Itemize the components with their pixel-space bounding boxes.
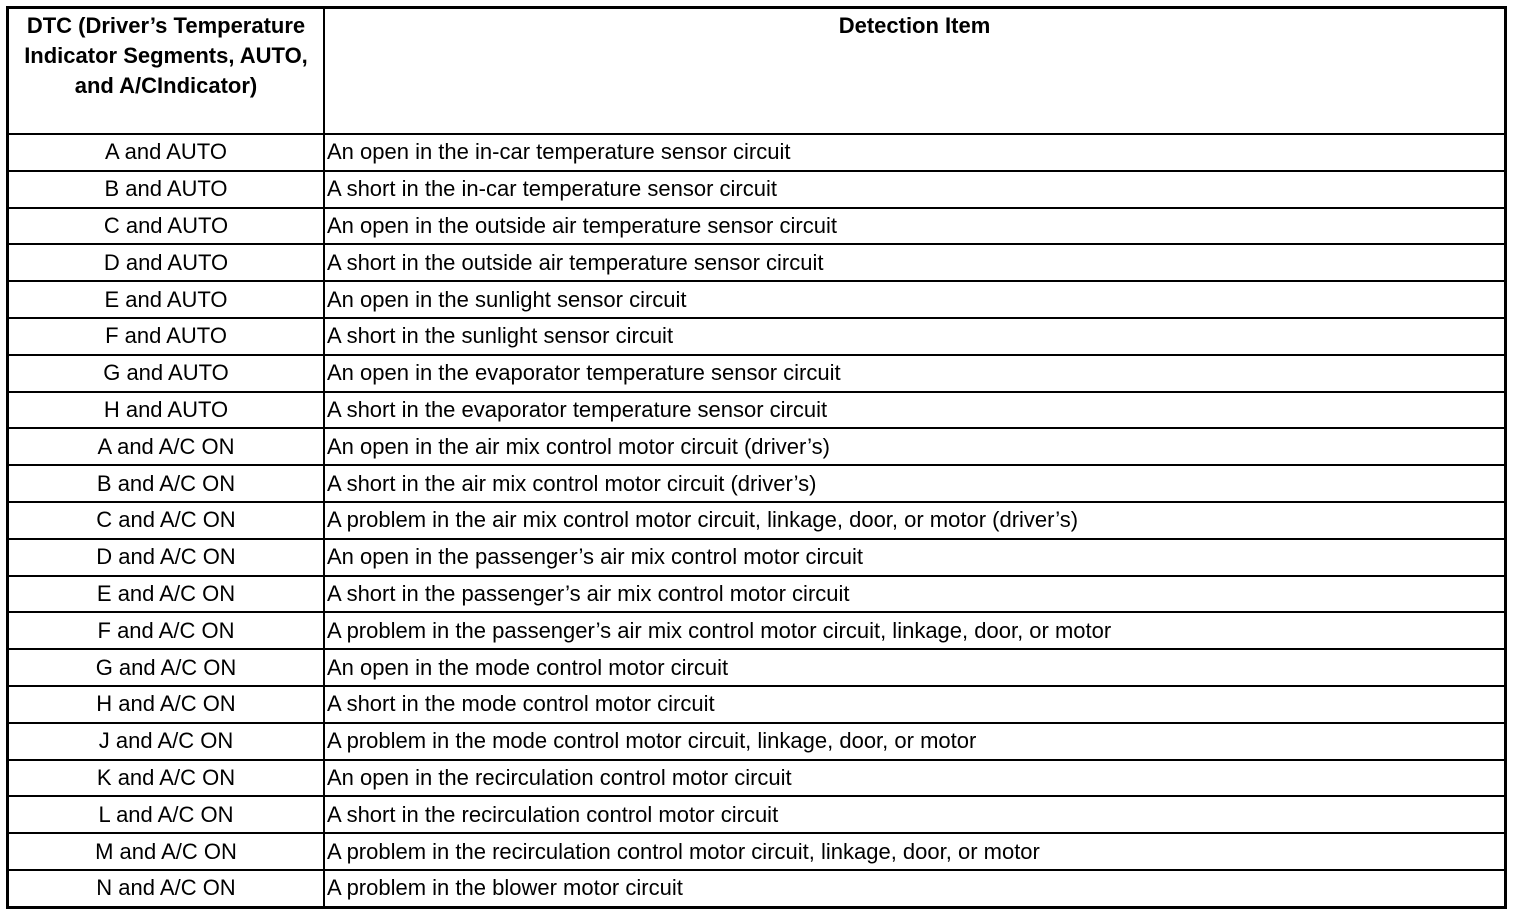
table-row (8, 281, 1506, 318)
dtc-code: G and A/C ON (8, 649, 325, 686)
dtc-code: H and A/C ON (8, 686, 325, 723)
detection-item: An open in the in-car temperature sensor circuit (324, 134, 1506, 171)
table-row (8, 612, 1506, 649)
detection-item: A short in the air mix control motor circuit (driver’s) (324, 465, 1506, 502)
dtc-code: H and AUTO (8, 392, 325, 429)
detection-item: An open in the passenger’s air mix control motor circuit (324, 539, 1506, 576)
dtc-code: E and AUTO (8, 281, 325, 318)
detection-item: An open in the air mix control motor circuit (driver’s) (324, 428, 1506, 465)
table-row (8, 502, 1506, 539)
dtc-code: A and A/C ON (8, 428, 325, 465)
dtc-table (6, 6, 1507, 909)
detection-item: A problem in the recirculation control motor circuit, linkage, door, or motor (324, 833, 1506, 870)
dtc-code: D and A/C ON (8, 539, 325, 576)
dtc-code: D and AUTO (8, 244, 325, 281)
table-row (8, 760, 1506, 797)
table-row (8, 171, 1506, 208)
dtc-code: E and A/C ON (8, 576, 325, 613)
header-row (8, 8, 1506, 135)
detection-item: A problem in the passenger’s air mix control motor circuit, linkage, door, or motor (324, 612, 1506, 649)
table-row (8, 796, 1506, 833)
detection-item: A short in the mode control motor circuit (324, 686, 1506, 723)
table-row (8, 465, 1506, 502)
table-row (8, 833, 1506, 870)
detection-item: An open in the recirculation control motor circuit (324, 760, 1506, 797)
table-row (8, 134, 1506, 171)
dtc-code: B and AUTO (8, 171, 325, 208)
table-row (8, 428, 1506, 465)
table-row (8, 686, 1506, 723)
dtc-code: C and A/C ON (8, 502, 325, 539)
detection-item: A short in the in-car temperature sensor circuit (324, 171, 1506, 208)
dtc-code: C and AUTO (8, 208, 325, 245)
dtc-code: L and A/C ON (8, 796, 325, 833)
detection-item: A short in the passenger’s air mix control motor circuit (324, 576, 1506, 613)
table-row (8, 244, 1506, 281)
table-row (8, 870, 1506, 907)
table-row (8, 649, 1506, 686)
dtc-code: M and A/C ON (8, 833, 325, 870)
table-row (8, 539, 1506, 576)
detection-item: A problem in the blower motor circuit (324, 870, 1506, 907)
dtc-code: F and AUTO (8, 318, 325, 355)
dtc-code: A and AUTO (8, 134, 325, 171)
detection-item: An open in the sunlight sensor circuit (324, 281, 1506, 318)
dtc-code: G and AUTO (8, 355, 325, 392)
table-row (8, 392, 1506, 429)
header-dtc: DTC (Driver’s Temperature Indicator Segments, AUTO, and A/CIndicator) (8, 8, 325, 135)
detection-item: A short in the recirculation control motor circuit (324, 796, 1506, 833)
table-body (8, 134, 1506, 907)
table-row (8, 208, 1506, 245)
dtc-code: K and A/C ON (8, 760, 325, 797)
dtc-code: N and A/C ON (8, 870, 325, 907)
detection-item: A problem in the mode control motor circuit, linkage, door, or motor (324, 723, 1506, 760)
detection-item: A short in the sunlight sensor circuit (324, 318, 1506, 355)
dtc-code: J and A/C ON (8, 723, 325, 760)
table-row (8, 723, 1506, 760)
table-row (8, 576, 1506, 613)
detection-item: A problem in the air mix control motor circuit, linkage, door, or motor (driver’s) (324, 502, 1506, 539)
detection-item: An open in the evaporator temperature sensor circuit (324, 355, 1506, 392)
detection-item: A short in the evaporator temperature sensor circuit (324, 392, 1506, 429)
dtc-code: B and A/C ON (8, 465, 325, 502)
table-row (8, 318, 1506, 355)
header-detection-item: Detection Item (324, 8, 1506, 135)
detection-item: A short in the outside air temperature sensor circuit (324, 244, 1506, 281)
detection-item: An open in the outside air temperature sensor circuit (324, 208, 1506, 245)
table-row (8, 355, 1506, 392)
detection-item: An open in the mode control motor circuit (324, 649, 1506, 686)
dtc-code: F and A/C ON (8, 612, 325, 649)
